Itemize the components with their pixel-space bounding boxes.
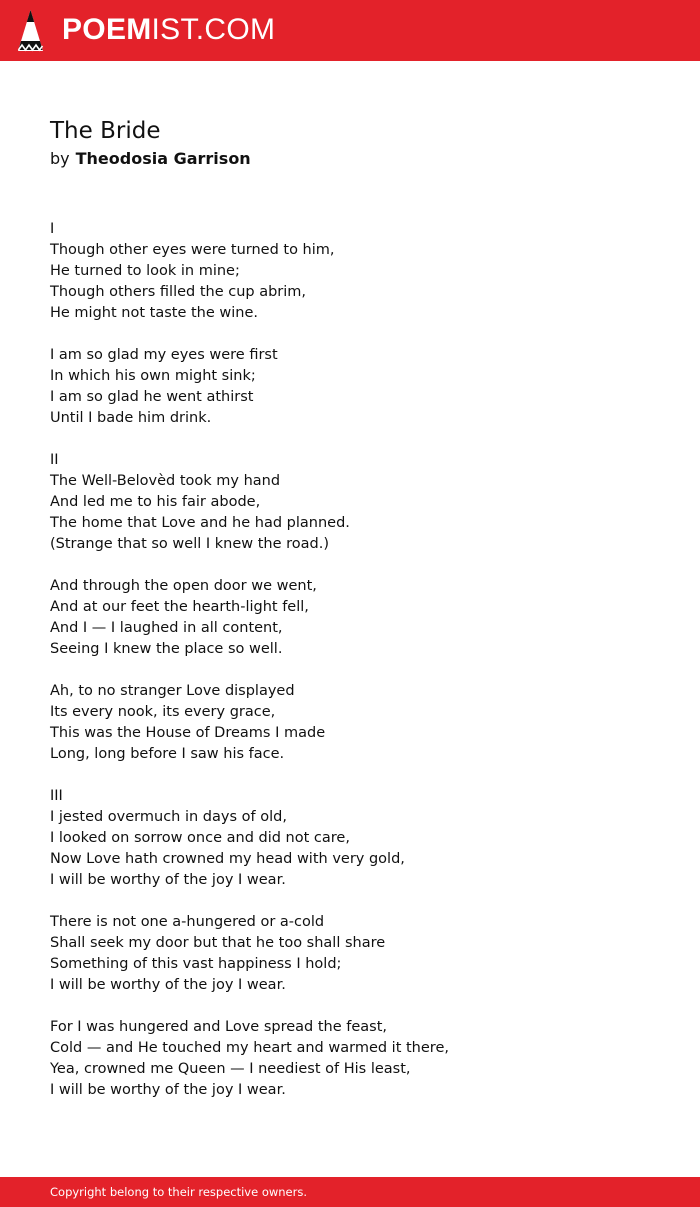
copyright-notice: Copyright belong to their respective owners.: [50, 1185, 308, 1199]
poem-line: I: [50, 221, 55, 237]
poem-line: I looked on sorrow once and did not care,: [50, 830, 350, 846]
poem-line: He turned to look in mine;: [50, 263, 240, 279]
poem-stanza: [50, 786, 650, 891]
poem-stanza: [50, 345, 650, 429]
poem-line: Now Love hath crowned my head with very gold,: [50, 851, 405, 867]
poem-stanza: [50, 1017, 650, 1101]
poem-line: This was the House of Dreams I made: [50, 725, 326, 741]
poem-line: There is not one a-hungered or a-cold: [50, 914, 325, 930]
poem-author[interactable]: Theodosia Garrison: [75, 149, 251, 168]
poem-line: I am so glad my eyes were first: [50, 347, 278, 363]
poem-line: The Well-Belovèd took my hand: [50, 473, 281, 489]
poem-line: Seeing I knew the place so well.: [50, 641, 283, 657]
poem-line: Cold — and He touched my heart and warmed it there,: [50, 1040, 449, 1056]
poem-line: Yea, crowned me Queen — I neediest of His least,: [50, 1061, 411, 1077]
poem-line: Shall seek my door but that he too shall share: [50, 935, 386, 951]
poem-line: He might not taste the wine.: [50, 305, 258, 321]
poem-line: I will be worthy of the joy I wear.: [50, 1082, 286, 1098]
poem-line: (Strange that so well I knew the road.): [50, 536, 329, 552]
byline-prefix: by: [50, 149, 70, 168]
poem-line: Though others filled the cup abrim,: [50, 284, 307, 300]
poem-line: And I — I laughed in all content,: [50, 620, 283, 636]
poem-line: III: [50, 788, 63, 804]
poem-stanza: [50, 576, 650, 660]
poem-line: I jested overmuch in days of old,: [50, 809, 287, 825]
poem-line: I will be worthy of the joy I wear.: [50, 977, 286, 993]
poem-line: Long, long before I saw his face.: [50, 746, 285, 762]
poem-stanza: [50, 450, 650, 555]
poem-line: Ah, to no stranger Love displayed: [50, 683, 295, 699]
poem-line: For I was hungered and Love spread the feast,: [50, 1019, 388, 1035]
poem-line: I am so glad he went athirst: [50, 389, 254, 405]
poem-stanza: [50, 219, 650, 324]
poem-line: In which his own might sink;: [50, 368, 256, 384]
poem-stanza: [50, 912, 650, 996]
poem-title: The Bride: [50, 118, 161, 144]
poem-byline: [50, 148, 251, 170]
poem-line: Something of this vast happiness I hold;: [50, 956, 342, 972]
poem-line: And at our feet the hearth-light fell,: [50, 599, 309, 615]
poem-line: II: [50, 452, 59, 468]
poem-line: And led me to his fair abode,: [50, 494, 261, 510]
poem-line: Its every nook, its every grace,: [50, 704, 276, 720]
poem-line: Until I bade him drink.: [50, 410, 212, 426]
poem-line: Though other eyes were turned to him,: [50, 242, 335, 258]
pencil-icon[interactable]: [17, 9, 44, 52]
poem-line: And through the open door we went,: [50, 578, 317, 594]
logo-light-text: IST.COM: [151, 13, 276, 46]
site-footer: [0, 1177, 700, 1207]
logo-bold-text: POEM: [62, 13, 152, 46]
site-logo[interactable]: [62, 12, 275, 48]
poem-line: I will be worthy of the joy I wear.: [50, 872, 286, 888]
poem-body: [50, 219, 650, 1122]
poem-stanza: [50, 681, 650, 765]
poem-line: The home that Love and he had planned.: [50, 515, 350, 531]
site-header: [0, 0, 700, 61]
